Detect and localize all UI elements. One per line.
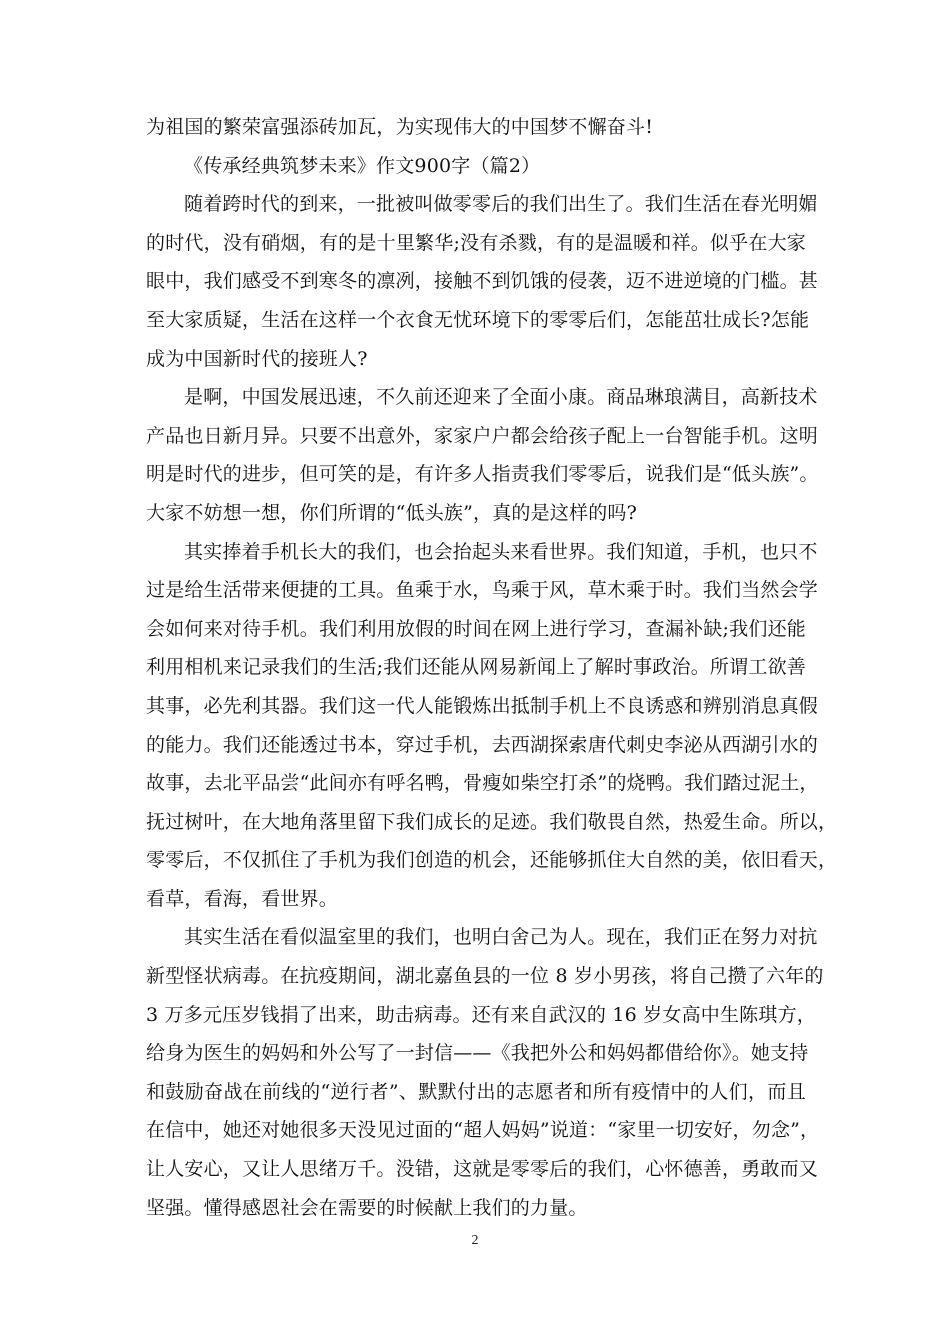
text-line: 的时代，没有硝烟，有的是十里繁华;没有杀戮，有的是温暖和祥。似乎在大家 [146,231,806,254]
text-line: 利用相机来记录我们的生活;我们还能从网易新闻上了解时事政治。所谓工欲善 [146,656,806,679]
text-line: 坚强。懂得感恩社会在需要的时候献上我们的力量。 [146,1196,588,1219]
text-line: 新型怪状病毒。在抗疫期间，湖北嘉鱼县的一位 8 岁小男孩，将自己攒了六年的 [146,965,824,988]
text-line: 3 万多元压岁钱捐了出来，助击病毒。还有来自武汉的 16 岁女高中生陈琪方， [146,1003,816,1026]
text-line: 和鼓励奋战在前线的“逆行者”、默默付出的志愿者和所有疫情中的人们，而且 [146,1080,806,1103]
text-line: 《传承经典筑梦未来》作文900字（篇2） [184,154,541,177]
text-line: 为祖国的繁荣富强添砖加瓦，为实现伟大的中国梦不懈奋斗! [146,116,654,138]
text-line: 产品也日新月异。只要不出意外，家家户户都会给孩子配上一台智能手机。这明 [146,424,819,447]
text-line: 抚过树叶，在大地角落里留下我们成长的足迹。我们敬畏自然，热爱生命。所以， [146,810,838,833]
document-body [146,108,838,1227]
text-line: 成为中国新时代的接班人? [146,347,368,370]
text-line: 是啊，中国发展迅速，不久前还迎来了全面小康。商品琳琅满目，高新技术 [184,386,818,409]
text-line: 的能力。我们还能透过书本，穿过手机，去西湖探索唐代刺史李泌从西湖引水的 [146,733,819,756]
text-line: 在信中，她还对她很多天没见过面的“超人妈妈”说道：“家里一切安好，勿念”， [146,1119,820,1142]
page-number: 2 [471,1233,479,1248]
text-line: 看草，看海，看世界。 [146,887,339,910]
text-line: 过是给生活带来便捷的工具。鱼乘于水，鸟乘于风，草木乘于时。我们当然会学 [146,579,819,602]
text-line: 至大家质疑，生活在这样一个衣食无忧环境下的零零后们，怎能茁壮成长?怎能 [146,308,810,331]
text-line: 其实捧着手机长大的我们，也会抬起头来看世界。我们知道，手机，也只不 [184,540,818,563]
text-line: 明是时代的进步，但可笑的是，有许多人指责我们零零后，说我们是“低头族”。 [146,463,819,486]
text-line: 零零后，不仅抓住了手机为我们创造的机会，还能够抓住大自然的美，依旧看天， [146,849,838,872]
text-line: 随着跨时代的到来，一批被叫做零零后的我们出生了。我们生活在春光明媚 [184,193,818,216]
text-line: 故事，去北平品尝“此间亦有呼名鸭，骨瘦如柴空打杀”的烧鸭。我们踏过泥土， [146,772,819,795]
text-line: 大家不妨想一想，你们所谓的“低头族”，真的是这样的吗? [146,501,638,524]
text-line: 让人安心，又让人思绪万千。没错，这就是零零后的我们，心怀德善，勇敢而又 [146,1158,819,1181]
text-line: 给身为医生的妈妈和外公写了一封信——《我把外公和妈妈都借给你》。她支持 [146,1042,809,1065]
text-line: 其实生活在看似温室里的我们，也明白舍己为人。现在，我们正在努力对抗 [184,926,818,949]
text-line: 其事，必先利其器。我们这一代人能锻炼出抵制手机上不良诱惑和辨别消息真假 [146,694,819,717]
text-line: 会如何来对待手机。我们利用放假的时间在网上进行学习，查漏补缺;我们还能 [146,617,806,640]
text-line: 眼中，我们感受不到寒冬的凛冽，接触不到饥饿的侵袭，迈不进逆境的门槛。甚 [146,270,819,293]
